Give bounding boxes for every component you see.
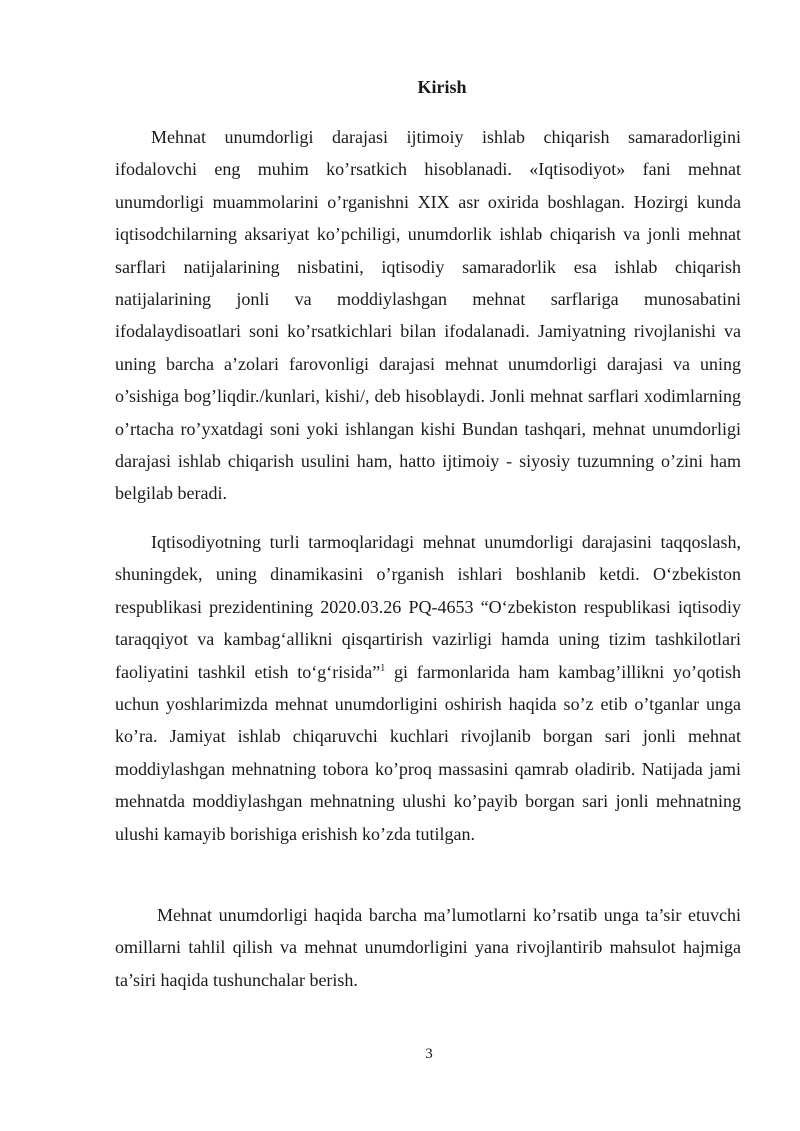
page-title: Kirish — [417, 77, 467, 97]
paragraph-2-text-after-footnote: gi farmonlarida ham kambag’illikni yo’qotish uchun yoshlarimizda mehnat unumdorligini oshirish haqida so’z etib o’tganlar unga ko’ra. Jamiyat ishlab chiqaruvchi kuchlari rivojlanib borgan sari jonli mehnat moddiylashgan mehnatning tobora ko’proq massasini qamrab oladirib. Natijada jami mehnatda moddiylashgan mehnatning ulushi ko’payib borgan sari jonli mehnatning ulushi kamayib borishiga erishish ko’zda tutilgan. — [115, 661, 741, 844]
paragraph-2-text-before-footnote: Iqtisodiyotning turli tarmoqlaridagi mehnat unumdorligi darajasini taqqoslash, shuningdek, uning dinamikasini o’rganish ishlari boshlanib ketdi. O‘zbekiston respublikasi prezidentining 2020.03.26 PQ-4653 “O‘zbekiston respublikasi iqtisodiy taraqqiyot va kambag‘allikni qisqartirish vazirligi hamda uning tizim tashkilotlari faoliyatini tashkil etish to‘g‘risida” — [115, 532, 741, 682]
paragraph-2 — [115, 526, 741, 850]
paragraph-3: Mehnat unumdorligi haqida barcha ma’lumotlarni ko’rsatib unga ta’sir etuvchi omillarni tahlil qilish va mehnat unumdorligini yana rivojlantirib mahsulot hajmiga ta’siri haqida tushunchalar berish. — [115, 905, 741, 990]
page-number: 3 — [425, 1046, 433, 1062]
footnote-marker: 1 — [380, 662, 386, 674]
paragraph-1: Mehnat unumdorligi darajasi ijtimoiy ishlab chiqarish samaradorligini ifodalovchi eng muhim ko’rsatkich hisoblanadi. «Iqtisodiyot» fani mehnat unumdorligi muammolarini o’rganishni XIX asr oxirida boshlagan. Hozirgi kunda iqtisodchilarning aksariyat ko’pchiligi, unumdorlik ishlab chiqarish va jonli mehnat sarflari natijalarining nisbatini, iqtisodiy samaradorlik esa ishlab chiqarish natijalarining jonli va moddiylashgan mehnat sarflariga munosabatini ifodalaydisoatlari soni ko’rsatkichlari bilan ifodalanadi. Jamiyatning rivojlanishi va uning barcha a’zolari farovonligi darajasi mehnat unumdorligi darajasi va uning o’sishiga bog’liqdir./kunlari, kishi/, deb hisoblaydi. Jonli mehnat sarflari xodimlarning o’rtacha ro’yxatdagi soni yoki ishlangan kishi Bundan tashqari, mehnat unumdorligi darajasi ishlab chiqarish usulini ham, hatto ijtimoiy - siyosiy tuzumning o’zini ham belgilab beradi. — [115, 127, 741, 504]
